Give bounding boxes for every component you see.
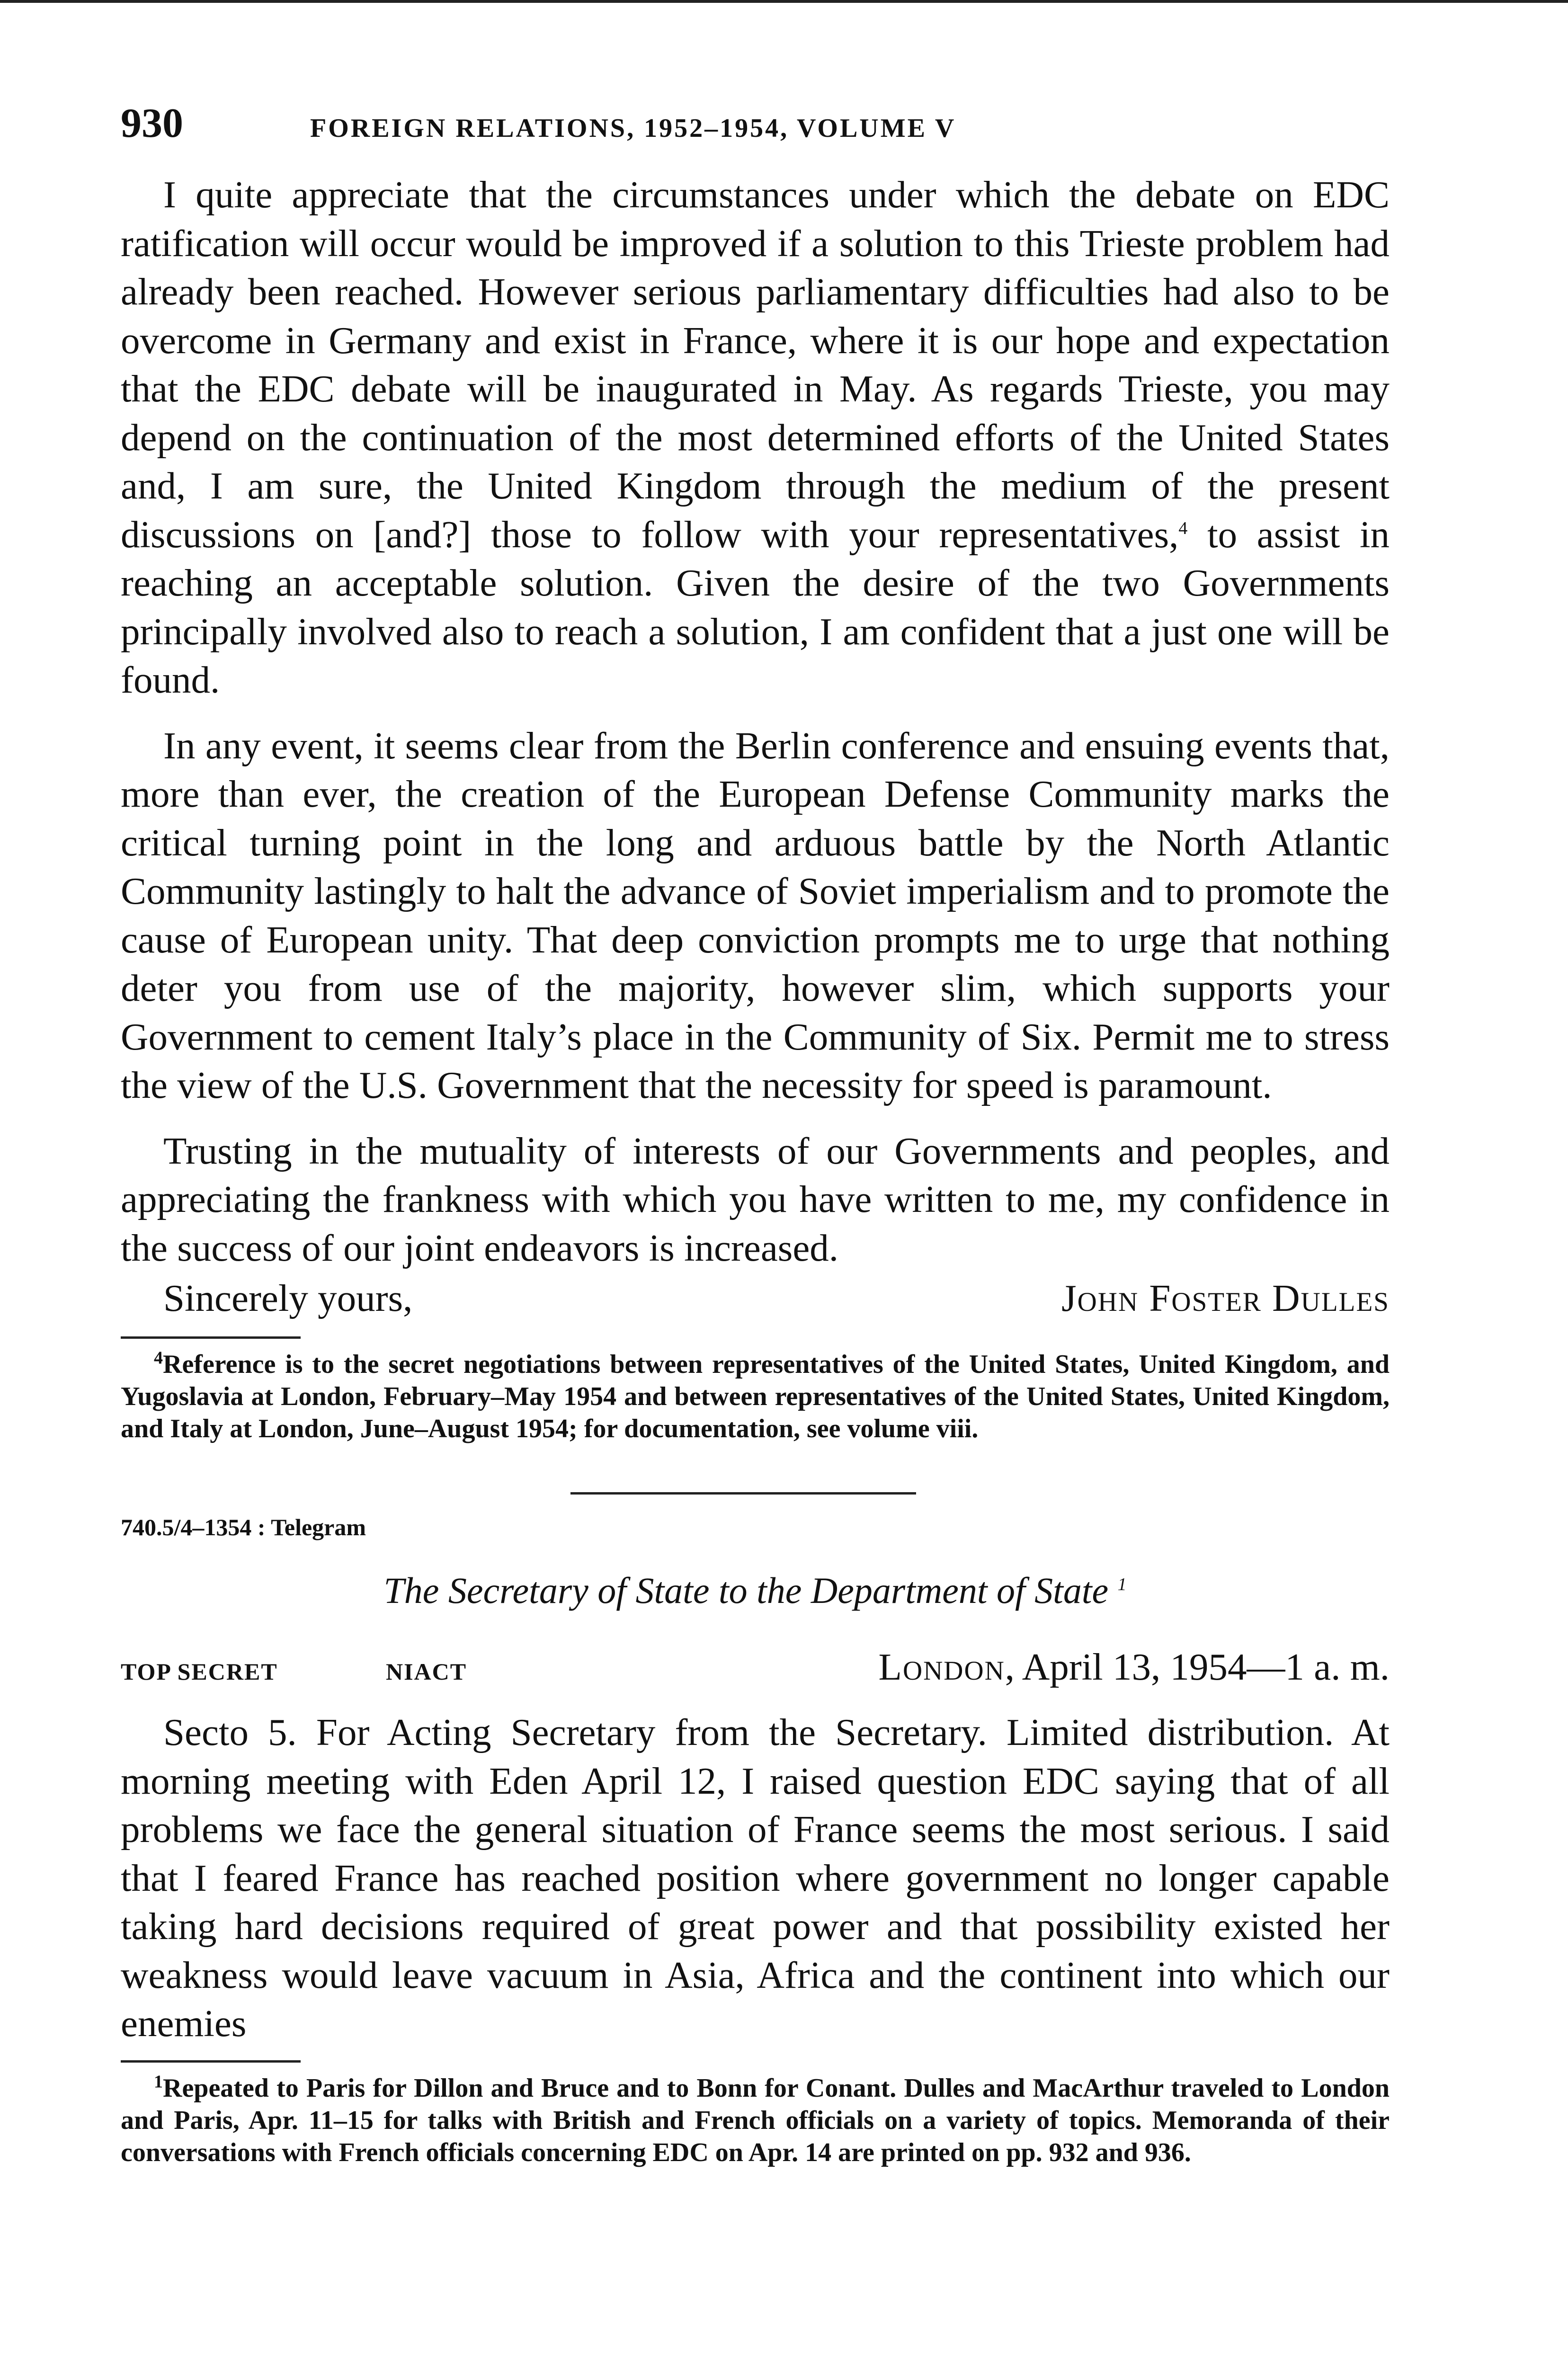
section-divider — [570, 1492, 916, 1495]
file-number: 740.5/4–1354 : Telegram — [121, 1514, 366, 1540]
footnote-divider-2 — [121, 2060, 301, 2063]
footnote-4 — [121, 1348, 1390, 1445]
page-number: 930 — [121, 100, 183, 146]
page-header — [121, 99, 1390, 170]
document-page — [121, 99, 1390, 2169]
running-title: FOREIGN RELATIONS, 1952–1954, VOLUME V — [310, 114, 956, 143]
footnote-divider — [121, 1336, 301, 1339]
precedence: NIACT — [386, 1658, 467, 1685]
footnote-1 — [121, 2072, 1390, 2169]
dateline-date: , April 13, 1954—1 a. m. — [1005, 1646, 1390, 1688]
letter-paragraph-1-text: I quite appreciate that the circumstances under which the debate on EDC ratification will occur would be improved if a solution to this Trieste problem had already been reached. However serious parliamentary difficulties had also to be overcome in Germany and exist in France, where it is our hope and expectation that the EDC debate will be inaugurated in May. As regards Trieste, you may depend on the continuation of the most determined efforts of the United States and, I am sure, the United Kingdom through the medium of the present discussions on [and?] those to follow with your representatives, — [121, 173, 1390, 556]
letter-paragraph-3: Trusting in the mutuality of interests of our Governments and peoples, and appreciating the frankness with which you have written to me, my confidence in the success of our joint endeavors is increased. — [121, 1129, 1390, 1269]
classification: TOP SECRET — [121, 1658, 278, 1685]
letter-paragraph-1 — [121, 170, 1390, 704]
footnote-1-marker: 1 — [154, 2071, 163, 2091]
footnote-1-text: Repeated to Paris for Dillon and Bruce and to Bonn for Conant. Dulles and MacArthur traveled to London and Paris, Apr. 11–15 for talks with British and French officials on a variety of topics. Memoranda of their conversations with French officials concerning EDC on Apr. 14 are printed on pp. 932 and 936. — [121, 2073, 1390, 2167]
footnote-4-text: Reference is to the secret negotiations between representatives of the United States, United Kingdom, and Yugoslavia at London, February–May 1954 and between representatives of the United States, United Kingdom, and Italy at London, June–August 1954; for documentation, see volume viii. — [121, 1350, 1390, 1443]
letter-paragraph-1-tail: to assist in reaching an acceptable solution. Given the desire of the two Governments principally involved also to reach a solution, I am confident that a just one will be found. — [121, 513, 1390, 701]
telegram-paragraph: Secto 5. For Acting Secretary from the Secretary. Limited distribution. At morning meeting with Eden April 12, I raised question EDC saying that of all problems we face the general situation of France seems the most serious. I said that I feared France has reached position where government no longer capable taking hard decisions required of great power and that possibility existed her weakness would leave vacuum in Asia, Africa and the continent into which our enemies — [121, 1711, 1390, 2045]
dateline — [121, 1645, 1390, 1689]
top-border-line — [0, 0, 1568, 3]
document-title — [121, 1569, 1390, 1612]
document-title-text: The Secretary of State to the Department of State — [383, 1570, 1109, 1611]
letter-paragraph-2: In any event, it seems clear from the Berlin conference and ensuing events that, more than ever, the creation of the European Defense Community marks the critical turning point in the long and arduous battle by the North Atlantic Community lastingly to halt the advance of Soviet imperialism and to promote the cause of European unity. That deep conviction prompts me to urge that nothing deter you from use of the majority, however slim, which supports your Government to cement Italy’s place in the Community of Six. Permit me to stress the view of the U.S. Government that the necessity for speed is paramount. — [121, 724, 1390, 1106]
closing: Sincerely yours, — [163, 1277, 413, 1319]
letter-signoff — [121, 1272, 1390, 1324]
footnote-ref-4: 4 — [1178, 518, 1188, 538]
footnote-ref-1: 1 — [1117, 1575, 1127, 1594]
date-place — [878, 1645, 1390, 1689]
signature: John Foster Dulles — [1061, 1277, 1390, 1319]
dateline-city: London — [878, 1646, 1005, 1688]
footnote-4-marker: 4 — [154, 1348, 163, 1368]
